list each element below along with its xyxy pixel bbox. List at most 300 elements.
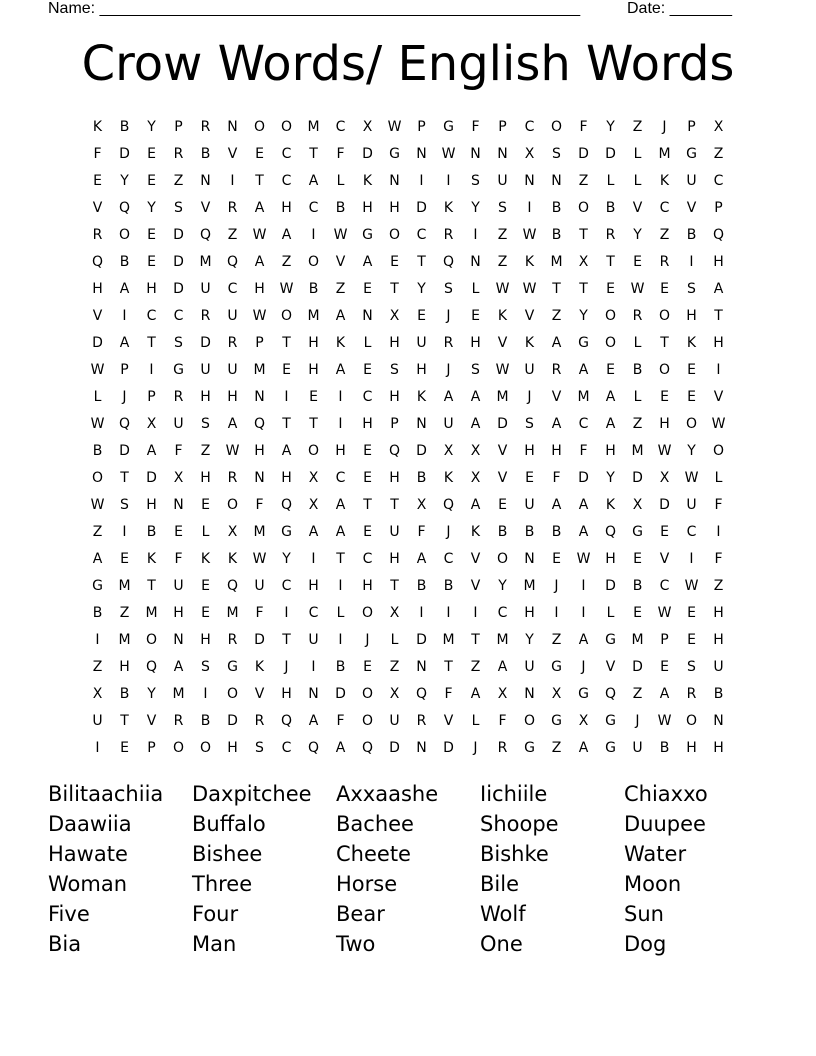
grid-cell[interactable]: E: [120, 550, 129, 567]
grid-cell[interactable]: I: [446, 172, 451, 189]
grid-cell[interactable]: X: [659, 469, 670, 486]
grid-cell[interactable]: Z: [578, 172, 589, 189]
grid-cell[interactable]: D: [389, 739, 400, 756]
grid-cell[interactable]: A: [308, 523, 319, 540]
grid-cell[interactable]: B: [200, 712, 211, 729]
grid-cell[interactable]: E: [633, 604, 642, 621]
grid-cell[interactable]: F: [444, 685, 453, 702]
grid-cell[interactable]: I: [284, 604, 289, 621]
grid-cell[interactable]: E: [525, 469, 534, 486]
grid-cell[interactable]: W: [576, 550, 591, 567]
grid-cell[interactable]: Q: [280, 712, 293, 729]
grid-cell[interactable]: W: [711, 415, 726, 432]
grid-cell[interactable]: B: [632, 577, 643, 594]
grid-cell[interactable]: D: [416, 631, 427, 648]
grid-cell[interactable]: H: [362, 577, 373, 594]
grid-cell[interactable]: X: [308, 496, 319, 513]
grid-cell[interactable]: U: [416, 334, 427, 351]
grid-cell[interactable]: S: [174, 334, 183, 351]
grid-cell[interactable]: R: [551, 361, 562, 378]
grid-cell[interactable]: Z: [173, 172, 184, 189]
grid-cell[interactable]: Q: [307, 739, 320, 756]
grid-cell[interactable]: N: [416, 658, 427, 675]
grid-cell[interactable]: H: [686, 739, 697, 756]
grid-cell[interactable]: G: [551, 658, 562, 675]
grid-cell[interactable]: J: [473, 739, 478, 756]
grid-cell[interactable]: Y: [606, 469, 615, 486]
grid-cell[interactable]: W: [252, 307, 267, 324]
grid-cell[interactable]: L: [390, 631, 399, 648]
grid-cell[interactable]: B: [119, 118, 130, 135]
grid-cell[interactable]: G: [551, 712, 562, 729]
grid-cell[interactable]: X: [227, 523, 238, 540]
grid-cell[interactable]: U: [173, 577, 184, 594]
grid-cell[interactable]: S: [471, 361, 480, 378]
grid-cell[interactable]: G: [173, 361, 184, 378]
grid-cell[interactable]: I: [419, 172, 424, 189]
grid-cell[interactable]: L: [633, 334, 642, 351]
grid-cell[interactable]: K: [227, 550, 238, 567]
grid-cell[interactable]: H: [713, 739, 724, 756]
grid-cell[interactable]: B: [443, 577, 454, 594]
grid-cell[interactable]: D: [605, 577, 616, 594]
grid-cell[interactable]: E: [660, 280, 669, 297]
grid-cell[interactable]: M: [550, 253, 563, 270]
grid-cell[interactable]: T: [363, 496, 372, 513]
grid-cell[interactable]: Z: [92, 523, 103, 540]
grid-cell[interactable]: B: [308, 280, 319, 297]
grid-cell[interactable]: I: [554, 604, 559, 621]
grid-cell[interactable]: X: [470, 442, 481, 459]
grid-cell[interactable]: Z: [92, 658, 103, 675]
grid-cell[interactable]: H: [362, 199, 373, 216]
grid-cell[interactable]: U: [524, 361, 535, 378]
grid-cell[interactable]: Q: [415, 685, 428, 702]
grid-cell[interactable]: D: [119, 442, 130, 459]
grid-cell[interactable]: Z: [632, 685, 643, 702]
grid-cell[interactable]: H: [524, 442, 535, 459]
grid-cell[interactable]: Q: [199, 226, 212, 243]
grid-cell[interactable]: H: [416, 361, 427, 378]
grid-cell[interactable]: L: [633, 172, 642, 189]
grid-cell[interactable]: V: [632, 199, 643, 216]
grid-cell[interactable]: L: [633, 388, 642, 405]
grid-cell[interactable]: F: [417, 523, 426, 540]
grid-cell[interactable]: J: [635, 712, 640, 729]
grid-cell[interactable]: S: [174, 199, 183, 216]
grid-cell[interactable]: R: [497, 739, 508, 756]
grid-cell[interactable]: E: [147, 172, 156, 189]
grid-cell[interactable]: L: [471, 712, 480, 729]
grid-cell[interactable]: Q: [253, 415, 266, 432]
grid-cell[interactable]: H: [308, 334, 319, 351]
grid-cell[interactable]: Y: [498, 577, 507, 594]
grid-cell[interactable]: R: [200, 307, 211, 324]
grid-cell[interactable]: B: [416, 469, 427, 486]
grid-cell[interactable]: A: [578, 496, 589, 513]
grid-cell[interactable]: I: [473, 604, 478, 621]
grid-cell[interactable]: W: [252, 550, 267, 567]
grid-cell[interactable]: I: [230, 172, 235, 189]
grid-cell[interactable]: V: [335, 253, 346, 270]
grid-cell[interactable]: H: [389, 550, 400, 567]
grid-cell[interactable]: H: [281, 685, 292, 702]
grid-cell[interactable]: C: [281, 172, 292, 189]
grid-cell[interactable]: H: [389, 469, 400, 486]
grid-cell[interactable]: Y: [606, 118, 615, 135]
grid-cell[interactable]: I: [338, 631, 343, 648]
grid-cell[interactable]: C: [416, 226, 427, 243]
grid-cell[interactable]: Z: [632, 415, 643, 432]
grid-cell[interactable]: L: [336, 172, 345, 189]
grid-cell[interactable]: B: [605, 199, 616, 216]
grid-cell[interactable]: Y: [147, 118, 156, 135]
grid-cell[interactable]: A: [335, 523, 346, 540]
grid-cell[interactable]: M: [523, 577, 536, 594]
grid-cell[interactable]: H: [335, 442, 346, 459]
grid-cell[interactable]: G: [524, 739, 535, 756]
grid-cell[interactable]: F: [93, 145, 102, 162]
grid-cell[interactable]: F: [579, 118, 588, 135]
grid-cell[interactable]: Y: [147, 199, 156, 216]
grid-cell[interactable]: B: [119, 685, 130, 702]
grid-cell[interactable]: E: [363, 658, 372, 675]
grid-cell[interactable]: E: [390, 253, 399, 270]
grid-cell[interactable]: C: [443, 550, 454, 567]
grid-cell[interactable]: O: [91, 469, 104, 486]
grid-cell[interactable]: R: [200, 118, 211, 135]
grid-cell[interactable]: W: [252, 226, 267, 243]
grid-cell[interactable]: C: [335, 469, 346, 486]
grid-cell[interactable]: I: [689, 550, 694, 567]
grid-cell[interactable]: T: [120, 712, 129, 729]
grid-cell[interactable]: A: [443, 388, 454, 405]
grid-cell[interactable]: A: [173, 658, 184, 675]
grid-cell[interactable]: T: [255, 172, 264, 189]
grid-cell[interactable]: Y: [525, 631, 534, 648]
grid-cell[interactable]: O: [253, 118, 266, 135]
grid-cell[interactable]: W: [333, 226, 348, 243]
grid-cell[interactable]: O: [226, 685, 239, 702]
grid-cell[interactable]: M: [307, 118, 320, 135]
grid-cell[interactable]: S: [498, 199, 507, 216]
grid-cell[interactable]: H: [713, 631, 724, 648]
grid-cell[interactable]: R: [227, 631, 238, 648]
grid-cell[interactable]: O: [307, 253, 320, 270]
grid-cell[interactable]: D: [578, 469, 589, 486]
grid-cell[interactable]: A: [578, 631, 589, 648]
grid-cell[interactable]: Z: [335, 280, 346, 297]
grid-cell[interactable]: I: [716, 361, 721, 378]
grid-cell[interactable]: E: [633, 253, 642, 270]
grid-cell[interactable]: H: [254, 442, 265, 459]
grid-cell[interactable]: X: [443, 442, 454, 459]
grid-cell[interactable]: E: [363, 523, 372, 540]
grid-cell[interactable]: T: [120, 469, 129, 486]
grid-cell[interactable]: M: [658, 145, 671, 162]
grid-cell[interactable]: Y: [120, 172, 129, 189]
grid-cell[interactable]: B: [632, 361, 643, 378]
grid-cell[interactable]: X: [389, 604, 400, 621]
grid-cell[interactable]: T: [282, 334, 291, 351]
grid-cell[interactable]: I: [473, 226, 478, 243]
grid-cell[interactable]: R: [254, 712, 265, 729]
grid-cell[interactable]: V: [227, 145, 238, 162]
grid-cell[interactable]: U: [227, 307, 238, 324]
grid-cell[interactable]: F: [336, 712, 345, 729]
grid-cell[interactable]: Z: [227, 226, 238, 243]
grid-cell[interactable]: Q: [712, 226, 725, 243]
grid-cell[interactable]: Z: [281, 253, 292, 270]
grid-cell[interactable]: Q: [604, 523, 617, 540]
grid-cell[interactable]: V: [605, 658, 616, 675]
grid-cell[interactable]: V: [200, 199, 211, 216]
grid-cell[interactable]: M: [577, 388, 590, 405]
grid-cell[interactable]: Z: [551, 631, 562, 648]
grid-cell[interactable]: F: [552, 469, 561, 486]
grid-cell[interactable]: N: [362, 307, 373, 324]
grid-cell[interactable]: J: [122, 388, 127, 405]
grid-cell[interactable]: H: [713, 334, 724, 351]
grid-cell[interactable]: D: [335, 685, 346, 702]
grid-cell[interactable]: C: [335, 118, 346, 135]
grid-cell[interactable]: R: [443, 334, 454, 351]
grid-cell[interactable]: H: [713, 253, 724, 270]
grid-cell[interactable]: O: [361, 685, 374, 702]
grid-cell[interactable]: Z: [659, 226, 670, 243]
grid-cell[interactable]: W: [657, 712, 672, 729]
grid-cell[interactable]: L: [606, 172, 615, 189]
grid-cell[interactable]: Q: [361, 739, 374, 756]
grid-cell[interactable]: E: [93, 172, 102, 189]
grid-cell[interactable]: N: [173, 496, 184, 513]
grid-cell[interactable]: E: [687, 361, 696, 378]
grid-cell[interactable]: K: [416, 388, 427, 405]
grid-cell[interactable]: G: [281, 523, 292, 540]
grid-cell[interactable]: T: [444, 658, 453, 675]
grid-cell[interactable]: N: [524, 172, 535, 189]
grid-cell[interactable]: K: [524, 253, 535, 270]
grid-cell[interactable]: X: [308, 469, 319, 486]
grid-cell[interactable]: H: [605, 550, 616, 567]
grid-cell[interactable]: D: [146, 469, 157, 486]
grid-cell[interactable]: M: [199, 253, 212, 270]
grid-cell[interactable]: S: [201, 415, 210, 432]
grid-cell[interactable]: X: [632, 496, 643, 513]
grid-cell[interactable]: C: [686, 523, 697, 540]
grid-cell[interactable]: K: [443, 469, 454, 486]
grid-cell[interactable]: X: [470, 469, 481, 486]
grid-cell[interactable]: X: [362, 118, 373, 135]
grid-cell[interactable]: A: [497, 658, 508, 675]
grid-cell[interactable]: A: [362, 253, 373, 270]
grid-cell[interactable]: V: [470, 577, 481, 594]
grid-cell[interactable]: B: [335, 199, 346, 216]
grid-cell[interactable]: Z: [551, 739, 562, 756]
grid-cell[interactable]: A: [470, 415, 481, 432]
grid-cell[interactable]: A: [254, 253, 265, 270]
grid-cell[interactable]: I: [95, 739, 100, 756]
grid-cell[interactable]: Q: [226, 253, 239, 270]
grid-cell[interactable]: O: [226, 496, 239, 513]
grid-cell[interactable]: K: [470, 523, 481, 540]
grid-cell[interactable]: C: [308, 199, 319, 216]
grid-cell[interactable]: I: [311, 226, 316, 243]
grid-cell[interactable]: U: [254, 577, 265, 594]
grid-cell[interactable]: U: [200, 361, 211, 378]
grid-cell[interactable]: A: [227, 415, 238, 432]
grid-cell[interactable]: O: [523, 712, 536, 729]
grid-cell[interactable]: S: [255, 739, 264, 756]
grid-cell[interactable]: E: [660, 658, 669, 675]
grid-cell[interactable]: E: [147, 145, 156, 162]
grid-cell[interactable]: I: [311, 658, 316, 675]
grid-cell[interactable]: U: [713, 658, 724, 675]
grid-cell[interactable]: I: [581, 577, 586, 594]
grid-cell[interactable]: R: [92, 226, 103, 243]
grid-cell[interactable]: S: [687, 280, 696, 297]
grid-cell[interactable]: R: [227, 334, 238, 351]
grid-cell[interactable]: Q: [442, 253, 455, 270]
grid-cell[interactable]: E: [552, 550, 561, 567]
grid-cell[interactable]: P: [417, 118, 426, 135]
grid-cell[interactable]: V: [551, 388, 562, 405]
grid-cell[interactable]: C: [281, 577, 292, 594]
grid-cell[interactable]: K: [524, 334, 535, 351]
grid-cell[interactable]: W: [495, 280, 510, 297]
grid-cell[interactable]: J: [446, 361, 451, 378]
grid-cell[interactable]: H: [227, 739, 238, 756]
grid-cell[interactable]: X: [551, 685, 562, 702]
grid-cell[interactable]: D: [416, 199, 427, 216]
grid-cell[interactable]: O: [685, 415, 698, 432]
grid-cell[interactable]: C: [497, 604, 508, 621]
grid-cell[interactable]: L: [606, 604, 615, 621]
grid-cell[interactable]: H: [605, 442, 616, 459]
grid-cell[interactable]: Y: [633, 226, 642, 243]
grid-cell[interactable]: G: [578, 685, 589, 702]
grid-cell[interactable]: E: [687, 604, 696, 621]
grid-cell[interactable]: H: [524, 604, 535, 621]
grid-cell[interactable]: I: [149, 361, 154, 378]
grid-cell[interactable]: E: [309, 388, 318, 405]
grid-cell[interactable]: G: [362, 226, 373, 243]
grid-cell[interactable]: D: [173, 226, 184, 243]
grid-cell[interactable]: U: [173, 415, 184, 432]
grid-cell[interactable]: O: [712, 442, 725, 459]
grid-cell[interactable]: M: [145, 604, 158, 621]
grid-cell[interactable]: C: [173, 307, 184, 324]
grid-cell[interactable]: I: [338, 415, 343, 432]
grid-cell[interactable]: F: [714, 496, 723, 513]
grid-cell[interactable]: E: [201, 604, 210, 621]
grid-cell[interactable]: H: [308, 361, 319, 378]
grid-cell[interactable]: U: [389, 712, 400, 729]
grid-cell[interactable]: O: [658, 361, 671, 378]
grid-cell[interactable]: A: [605, 415, 616, 432]
grid-cell[interactable]: O: [118, 226, 131, 243]
grid-cell[interactable]: X: [146, 415, 157, 432]
grid-cell[interactable]: D: [632, 658, 643, 675]
grid-cell[interactable]: H: [227, 388, 238, 405]
grid-cell[interactable]: J: [365, 631, 370, 648]
grid-cell[interactable]: Q: [118, 415, 131, 432]
grid-cell[interactable]: D: [605, 145, 616, 162]
grid-cell[interactable]: X: [173, 469, 184, 486]
grid-cell[interactable]: T: [147, 577, 156, 594]
grid-cell[interactable]: A: [551, 334, 562, 351]
grid-cell[interactable]: K: [335, 334, 346, 351]
grid-cell[interactable]: W: [495, 361, 510, 378]
grid-cell[interactable]: H: [281, 199, 292, 216]
grid-cell[interactable]: T: [390, 496, 399, 513]
grid-cell[interactable]: G: [605, 739, 616, 756]
grid-cell[interactable]: U: [443, 415, 454, 432]
grid-cell[interactable]: O: [172, 739, 185, 756]
grid-cell[interactable]: H: [200, 469, 211, 486]
grid-cell[interactable]: O: [199, 739, 212, 756]
grid-cell[interactable]: N: [713, 712, 724, 729]
grid-cell[interactable]: U: [200, 280, 211, 297]
grid-cell[interactable]: T: [417, 253, 426, 270]
grid-cell[interactable]: E: [282, 361, 291, 378]
grid-cell[interactable]: U: [686, 496, 697, 513]
grid-cell[interactable]: Q: [91, 253, 104, 270]
grid-cell[interactable]: C: [281, 145, 292, 162]
grid-cell[interactable]: H: [389, 388, 400, 405]
grid-cell[interactable]: H: [713, 604, 724, 621]
grid-cell[interactable]: X: [713, 118, 724, 135]
grid-cell[interactable]: W: [387, 118, 402, 135]
grid-cell[interactable]: O: [361, 712, 374, 729]
grid-cell[interactable]: T: [579, 226, 588, 243]
grid-cell[interactable]: P: [390, 415, 399, 432]
grid-cell[interactable]: J: [581, 658, 586, 675]
letter-grid[interactable]: [84, 113, 732, 761]
grid-cell[interactable]: A: [416, 550, 427, 567]
grid-cell[interactable]: W: [657, 604, 672, 621]
grid-cell[interactable]: W: [684, 469, 699, 486]
grid-cell[interactable]: O: [658, 307, 671, 324]
grid-cell[interactable]: T: [471, 631, 480, 648]
grid-cell[interactable]: A: [119, 334, 130, 351]
grid-cell[interactable]: R: [227, 469, 238, 486]
grid-cell[interactable]: H: [200, 631, 211, 648]
grid-cell[interactable]: I: [581, 604, 586, 621]
grid-cell[interactable]: O: [280, 307, 293, 324]
grid-cell[interactable]: A: [335, 496, 346, 513]
grid-cell[interactable]: O: [361, 604, 374, 621]
grid-cell[interactable]: H: [470, 334, 481, 351]
grid-cell[interactable]: I: [527, 199, 532, 216]
grid-cell[interactable]: B: [335, 658, 346, 675]
grid-cell[interactable]: E: [120, 739, 129, 756]
grid-cell[interactable]: E: [147, 226, 156, 243]
grid-cell[interactable]: B: [92, 442, 103, 459]
grid-cell[interactable]: V: [146, 712, 157, 729]
grid-cell[interactable]: X: [92, 685, 103, 702]
grid-cell[interactable]: N: [497, 145, 508, 162]
grid-cell[interactable]: T: [660, 334, 669, 351]
grid-cell[interactable]: N: [551, 172, 562, 189]
grid-cell[interactable]: P: [174, 118, 183, 135]
grid-cell[interactable]: W: [441, 145, 456, 162]
grid-cell[interactable]: A: [551, 496, 562, 513]
grid-cell[interactable]: T: [714, 307, 723, 324]
grid-cell[interactable]: F: [174, 550, 183, 567]
grid-cell[interactable]: N: [470, 145, 481, 162]
grid-cell[interactable]: H: [200, 388, 211, 405]
